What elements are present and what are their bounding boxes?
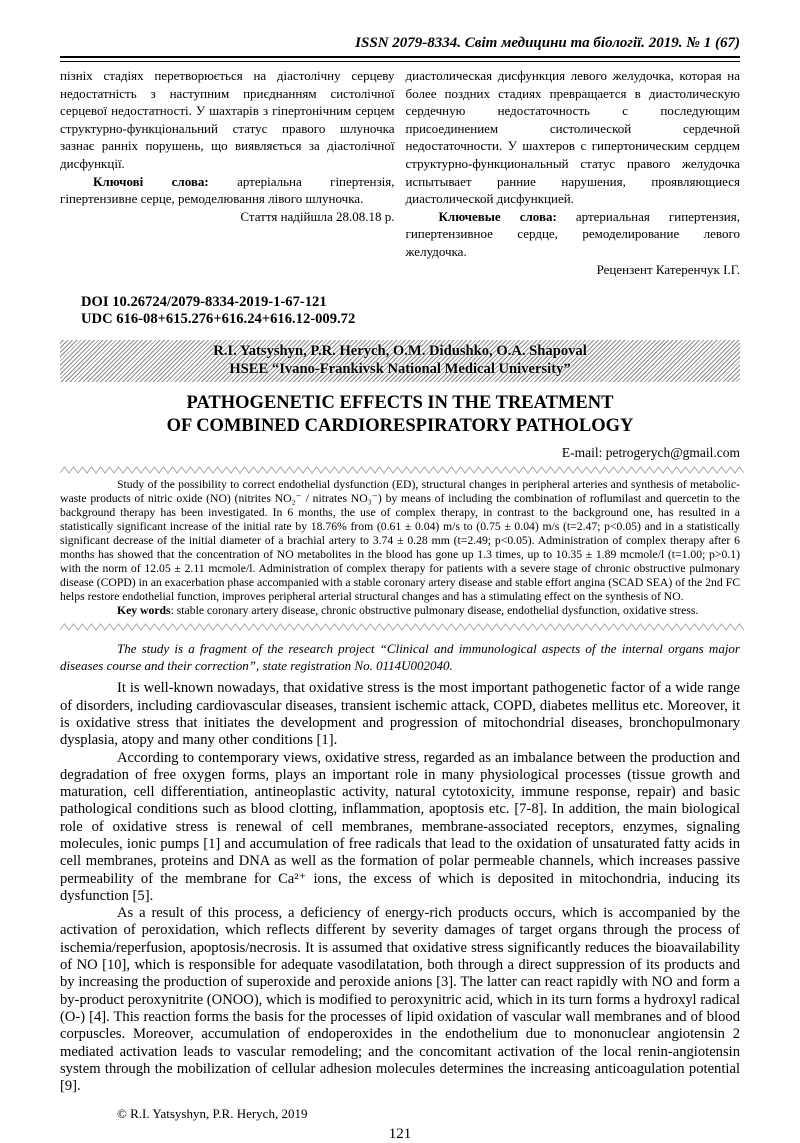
article-reviewer: Рецензент Катеренчук І.Г. [596,261,740,277]
journal-issn-header: ISSN 2079-8334. Світ медицини та біології. 2019. № 1 (67) [355,35,740,51]
resume-uk-column [60,67,395,278]
body-paragraph-2: According to contemporary views, oxidative stress, regarded as an imbalance between the production and degradation of free oxygen forms, plays an important role in many physiological processes (tissue growth and maturation, cell differentiation, antineoplastic activity, natural cytotoxicity, immune response, repair) and basic pathological conditions such as blood clotting, inflammation, apoptosis etc. [7-8]. In addition, the main biological role of oxidative stress is renewal of cell membranes, membrane-associated receptors, enzymes, signaling molecules, ionic pumps [1] and accumulation of free radicals that lead to the oxidation of unsaturated fatty acids in cell membranes, proteins and DNA as well as the formation of polar permeable channels, which increases passive permeability of the membrane for Ca²⁺ ions, the excess of which is deposited in mitochondria, inducing its dysfunction [5]. [60,749,740,904]
resume-uk-keywords [60,173,395,208]
header-rule [60,56,740,62]
resume-ru-text: диастолическая дисфункция левого желудочка, которая на более поздних стадиях превращается в диастолическую сердечную недостаточность с последующим присоединением систолической сердечной недостаточности. У шахтеров с гипертоническим сердцем структурно-функциональный статус правого желудочка испытывает ранние нарушения, проявляющиеся диастолической дисфункцией. [405,68,740,207]
zigzag-divider-top [60,466,740,474]
english-abstract: Study of the possibility to correct endothelial dysfunction (ED), structural changes in peripheral arteries and synthesis of metabolic-waste products of nitric oxide (NO) (nitrites NO₂⁻ / nitrates NO₃⁻) by means of including the combination of roflumilast and quercetin to the background therapy has been investigated. In 6 months, the use of complex therapy, in contrast to the background one, has resulted in a statistically significant increase of the initial rate by 18.76% from (0.61 ± 0.04) m/s to (0.75 ± 0.04) m/s (t=2.47; p<0.05) and in a statistically significant decrease of the initial diameter of a brachial artery to 3.74 ± 0.28 mm (t=2.49; p<0.05). Administration of complex therapy after 6 months has showed that the concentration of NO metabolites in the blood has gone up 1.3 times, up to 10.35 ± 1.89 mcmole/l (t=1.00; p>0.1) with the norm of 12.05 ± 2.11 mcmole/l. Administration of complex therapy for patients with a severe stage of chronic obstructive pulmonary disease (COPD) in an exacerbation phase accompanied with a stable coronary artery disease and stable effort angina (SCAD SEA) of the 2nd FC helps restore endothelial function, improves peripheral arterial structural changes and has a stimulating effect on the synthesis of NO. [60,478,740,604]
english-keywords-text: : stable coronary artery disease, chronic obstructive pulmonary disease, endothelial dysfunction, oxidative stress. [170,604,699,618]
english-keywords-label: Key words [117,604,171,618]
research-project-note: The study is a fragment of the research project “Clinical and immunological aspects of the internal organs major diseases course and their correction”, state registration No. 0114U002040. [60,641,740,674]
resume-ru-keywords-text: артериальная гипертензия, гипертензивное сердце, ремоделирование левого желудочка. [405,208,740,259]
bilingual-resume-section [60,67,740,278]
article-title [60,392,740,438]
udc-line: UDC 616-08+615.276+616.24+616.12-009.72 [81,311,356,328]
article-received-date: Стаття надійшла 28.08.18 р. [240,208,395,224]
authors-banner [60,340,740,382]
page-number: 121 [388,1126,412,1143]
body-paragraph-1: It is well-known nowadays, that oxidative stress is the most important pathogenetic factor of a wide range of disorders, including cardiovascular diseases, transient ischemic attack, COPD, diabetes mellitus etc. Moreover, it is oxidative stress that initiates the development and progression of mitochondrial diseases, bronchopulmonary dysplasia, atopy and many other conditions [1]. [60,680,740,749]
affiliation-line: HSEE “Ivano-Frankivsk National Medical University” [229,360,571,377]
resume-ru-keywords-label: Ключевые слова: [438,208,557,224]
authors-line: R.I. Yatsyshyn, P.R. Herych, O.M. Didushko, O.A. Shapoval [213,343,587,360]
zigzag-divider-bottom [60,623,740,631]
email-line: E-mail: petrogerych@gmail.com [561,445,740,461]
resume-uk-keywords-text: артеріальна гіпертензія, гіпертензивне серце, ремоделювання лівого шлуночка. [60,173,395,207]
doi-line: DOI 10.26724/2079-8334-2019-1-67-121 [81,294,327,311]
resume-ru-keywords [406,208,741,261]
resume-uk-text: пізніх стадіях перетворюється на діастолічну серцеву недостатність з наступним приєднанням систолічної серцевої недостатності. У шахтарів з гіпертонічним серцем структурно-функціональний статус правого шлуночка зазнає ранніх порушень, що виявляється за діастолічної дисфункції. [60,68,395,171]
english-keywords [60,604,740,618]
article-title-line-1: PATHOGENETIC EFFECTS IN THE TREATMENT [186,393,614,414]
body-paragraph-3: As a result of this process, a deficiency of energy-rich products occurs, which is accompanied by the activation of peroxidation, which reflects different by severity damages of target organs through the process of ischemia/reperfusion, apoptosis/necrosis. It is assumed that oxidative stress significantly reduces the bioavailability of NO [10], which is responsible for adequate vasodilatation, both through a direct suppression of its products and by increasing the production of superoxide and peroxide anions [3]. The latter can react rapidly with NO and form a by-product peroxynitrite (ONOO), which is modified to peroxynitric acid, which in its turn forms a hydroxyl radical (O-) [4]. This reaction forms the basis for the processes of lipid oxidation of vascular wall membranes and of blood corpuscles. Moreover, accumulation of endoperoxides in the endothelium due to mononuclear angiotensin 2 mediated activation leads to vascular remodeling; and the concomitant activation of the local renin-angiotensin system through the mobilization of cellular adhesion molecules determines the increasing anticoagulation potential [9]. [60,905,740,1095]
resume-uk-keywords-label: Ключові слова: [93,173,209,189]
article-title-line-2: OF COMBINED CARDIORESPIRATORY PATHOLOGY [166,416,634,437]
resume-ru-column [406,67,741,278]
copyright-line: © R.I. Yatsyshyn, P.R. Herych, 2019 [117,1106,308,1122]
article-identifiers [81,294,740,328]
